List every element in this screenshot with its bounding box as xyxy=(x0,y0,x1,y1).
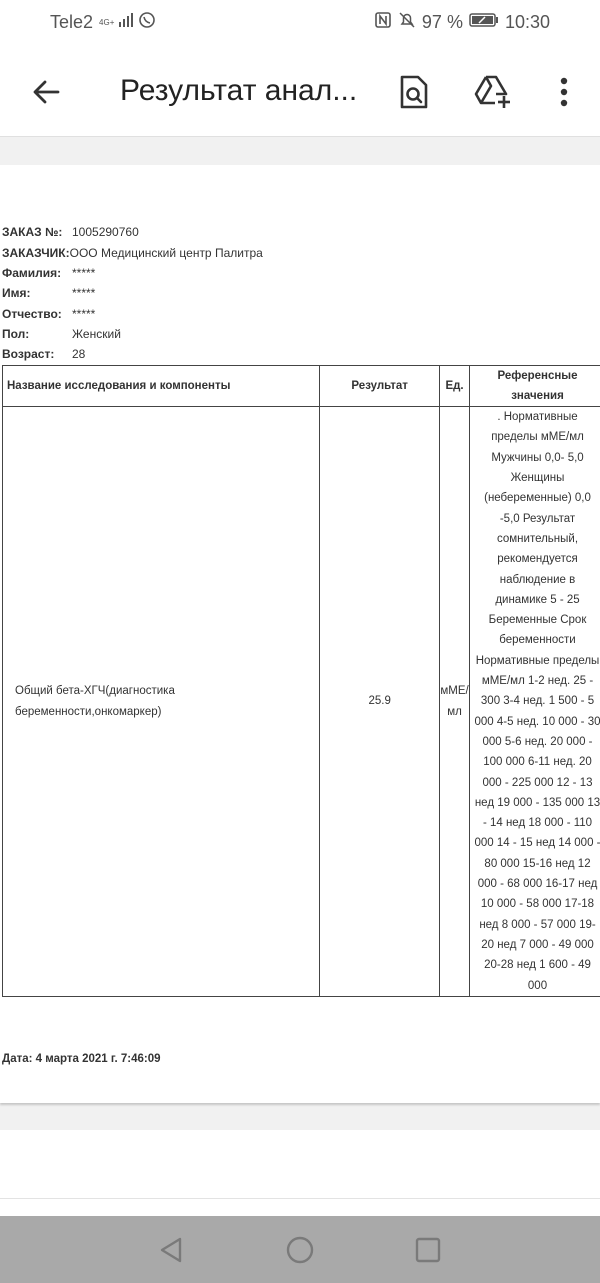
order-label: ЗАКАЗ №: xyxy=(2,225,63,239)
reference-line: (небеременные) 0,0 xyxy=(484,492,591,505)
reference-line: 10 000 - 58 000 17-18 xyxy=(480,898,595,911)
nfc-icon xyxy=(374,11,392,34)
reference-line: Нормативные пределы xyxy=(475,654,600,667)
test-name-line1: Общий бета-ХГЧ(диагностика xyxy=(15,685,175,698)
reference-line: 20 нед 7 000 - 49 000 xyxy=(481,938,594,951)
test-name-line2: беременности,онкомаркер) xyxy=(15,705,162,718)
order-number: 1005290760 xyxy=(72,225,139,239)
name-value: ***** xyxy=(72,286,96,300)
viber-icon xyxy=(138,11,156,34)
reference-line: Беременные Срок xyxy=(488,614,587,627)
battery-percent: 97 % xyxy=(421,12,463,32)
page-title: Результат анал... xyxy=(120,74,358,107)
reference-line: рекомендуется xyxy=(497,553,578,566)
carrier-name: Tele2 xyxy=(50,12,94,32)
patronymic-value: ***** xyxy=(72,307,96,321)
document-page[interactable] xyxy=(0,165,600,1103)
reference-line: 000 14 - 15 нед 14 000 - xyxy=(474,837,600,850)
header-reference-line1: Референсные xyxy=(497,370,578,382)
results-table xyxy=(2,365,600,997)
reference-line: 000 5-6 нед. 20 000 - xyxy=(482,735,593,748)
header-reference-line2: значения xyxy=(511,390,564,402)
reference-line: 300 3-4 нед. 1 500 - 5 xyxy=(480,695,595,708)
header-reference xyxy=(470,366,600,407)
sex-row xyxy=(2,324,121,344)
reference-line: 000 - 68 000 16-17 нед xyxy=(477,878,598,891)
name-label: Имя: xyxy=(2,286,31,300)
cell-result: 25.9 xyxy=(320,407,440,997)
report-date: Дата: 4 марта 2021 г. 7:46:09 xyxy=(2,1053,161,1065)
status-left xyxy=(50,11,156,34)
reference-line: наблюдение в xyxy=(499,573,576,586)
surname-value: ***** xyxy=(72,266,96,280)
reference-line: нед 8 000 - 57 000 19- xyxy=(479,918,596,931)
name-row xyxy=(2,283,95,303)
reference-line: сомнительный, xyxy=(496,532,579,545)
nav-back-icon xyxy=(158,1236,184,1264)
viewer-bottom-area xyxy=(0,1130,600,1216)
nav-recents-icon xyxy=(414,1236,442,1264)
header-unit: Ед. xyxy=(440,366,470,407)
customer-value: ООО Медицинский центр Палитра xyxy=(69,246,263,260)
nav-home-icon xyxy=(285,1235,315,1265)
clock-time: 10:30 xyxy=(504,12,550,32)
nav-recents-button[interactable] xyxy=(413,1235,443,1265)
header-test-name: Название исследования и компоненты xyxy=(3,366,320,407)
cell-unit xyxy=(440,407,470,997)
doc-search-icon xyxy=(399,74,429,110)
system-nav-bar xyxy=(0,1216,600,1283)
viewer-background xyxy=(0,137,600,165)
reference-line: пределы мМЕ/мл xyxy=(491,431,584,444)
reference-line: 000 xyxy=(527,979,548,992)
more-vert-icon xyxy=(559,77,569,107)
table-header-row xyxy=(3,366,600,407)
nav-back-button[interactable] xyxy=(156,1235,186,1265)
more-options-button[interactable] xyxy=(550,74,578,110)
patronymic-row xyxy=(2,304,95,324)
back-button[interactable] xyxy=(28,74,64,110)
reference-line: 100 000 6-11 нед. 20 xyxy=(483,756,592,769)
unit-line1: мМЕ/ xyxy=(440,685,469,698)
sex-label: Пол: xyxy=(2,327,30,341)
reference-line: динамике 5 - 25 xyxy=(495,593,580,606)
bottom-divider xyxy=(0,1198,600,1199)
reference-values xyxy=(470,407,600,996)
nav-home-button[interactable] xyxy=(285,1235,315,1265)
header-result: Результат xyxy=(320,366,440,407)
table-row xyxy=(3,407,600,997)
surname-label: Фамилия: xyxy=(2,266,62,280)
back-arrow-icon xyxy=(30,76,62,108)
cell-test-name xyxy=(3,407,320,997)
reference-line: Мужчины 0,0- 5,0 xyxy=(491,451,584,464)
customer-label: ЗАКАЗЧИК: xyxy=(2,246,70,260)
reference-line: 20-28 нед 1 600 - 49 xyxy=(484,959,591,972)
status-right xyxy=(374,11,550,34)
unit-line2: мл xyxy=(447,705,462,718)
reference-line: нед 19 000 - 135 000 13 xyxy=(474,796,600,809)
reference-line: . Нормативные xyxy=(497,411,578,424)
network-type: 4G+ xyxy=(99,18,115,27)
age-row xyxy=(2,344,85,364)
surname-row xyxy=(2,263,95,283)
doc-search-button[interactable] xyxy=(396,72,432,112)
age-value: 28 xyxy=(72,347,86,361)
battery-icon xyxy=(469,12,499,33)
drive-add-button[interactable] xyxy=(472,72,514,112)
reference-line: 000 - 225 000 12 - 13 xyxy=(482,776,593,789)
cell-reference xyxy=(470,407,600,997)
customer-row xyxy=(2,243,263,263)
reference-line: мМЕ/мл 1-2 нед. 25 - xyxy=(481,675,594,688)
reference-line: - 14 нед 18 000 - 110 xyxy=(482,817,593,830)
reference-line: -5,0 Результат xyxy=(499,512,576,525)
patronymic-label: Отчество: xyxy=(2,307,62,321)
reference-line: 000 4-5 нед. 10 000 - 30 xyxy=(474,715,600,728)
status-bar xyxy=(0,0,600,44)
reference-line: Женщины xyxy=(510,472,565,485)
app-bar xyxy=(0,44,600,137)
age-label: Возраст: xyxy=(2,347,55,361)
mute-bell-icon xyxy=(398,11,416,34)
signal-icon xyxy=(118,12,134,33)
sex-value: Женский xyxy=(72,327,121,341)
order-row xyxy=(2,222,139,242)
reference-line: 80 000 15-16 нед 12 xyxy=(484,857,591,870)
drive-add-icon xyxy=(473,74,513,110)
reference-line: беременности xyxy=(499,634,576,647)
